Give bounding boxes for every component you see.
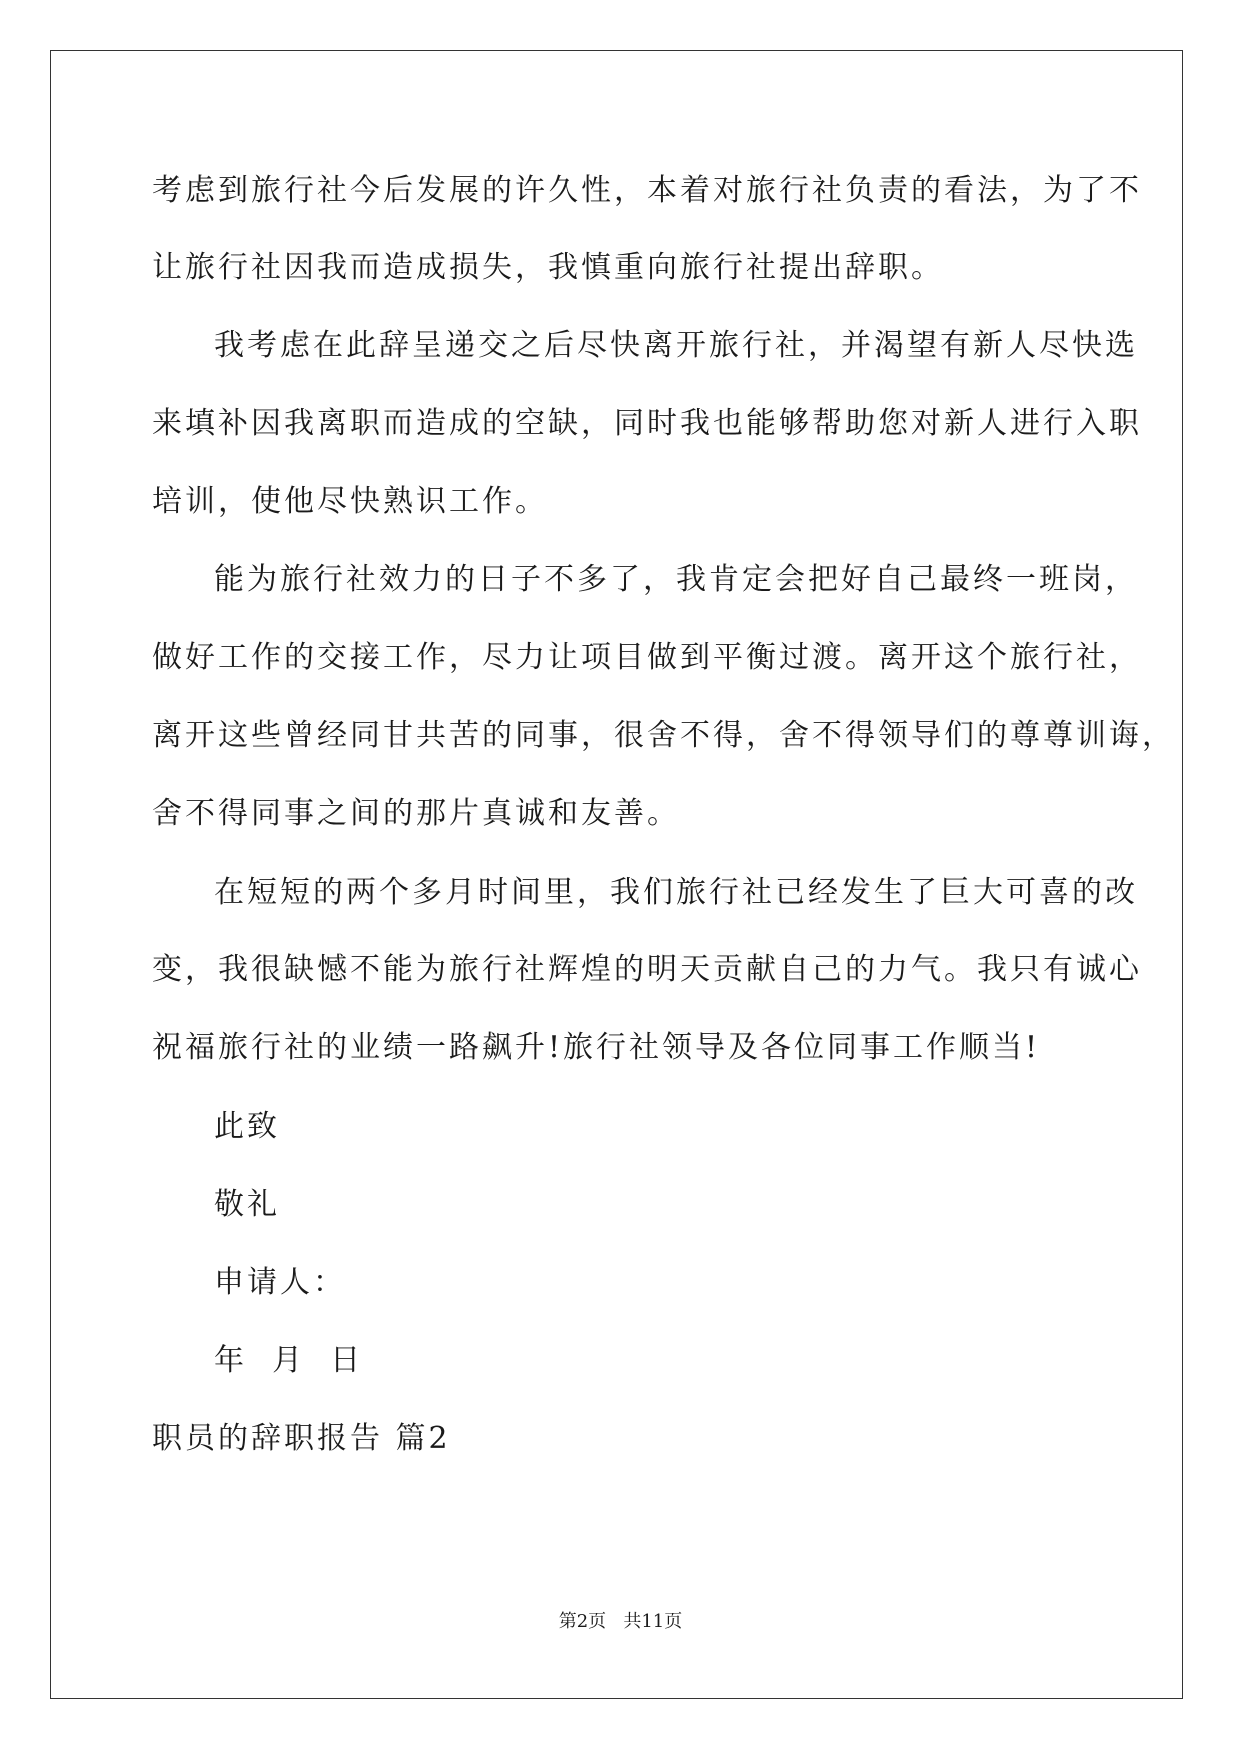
- closing-salutation: 此致: [214, 1109, 280, 1144]
- body-text-line: 在短短的两个多月时间里，我们旅行社已经发生了巨大可喜的改: [214, 875, 1138, 910]
- body-text-line: 舍不得同事之间的那片真诚和友善。: [152, 796, 680, 831]
- date-placeholder: 年 月 日: [214, 1343, 364, 1378]
- page-number: 第2页 共11页: [558, 1611, 683, 1632]
- closing-regards: 敬礼: [214, 1187, 280, 1222]
- body-text-line: 来填补因我离职而造成的空缺，同时我也能够帮助您对新人进行入职: [152, 406, 1142, 441]
- body-text-line: 培训，使他尽快熟识工作。: [152, 484, 548, 519]
- body-text-line: 祝福旅行社的业绩一路飙升!旅行社领导及各位同事工作顺当!: [152, 1030, 1041, 1065]
- body-text-line: 让旅行社因我而造成损失，我慎重向旅行社提出辞职。: [152, 250, 944, 285]
- body-text-line: 能为旅行社效力的日子不多了，我肯定会把好自己最终一班岗，: [214, 562, 1138, 597]
- body-text-line: 离开这些曾经同甘共苦的同事，很舍不得，舍不得领导们的尊尊训诲，: [152, 718, 1175, 753]
- body-text-line: 我考虑在此辞呈递交之后尽快离开旅行社，并渴望有新人尽快选: [214, 328, 1138, 363]
- body-text-line: 做好工作的交接工作，尽力让项目做到平衡过渡。离开这个旅行社，: [152, 640, 1142, 675]
- applicant-label: 申请人：: [214, 1265, 346, 1300]
- section-heading: 职员的辞职报告 篇2: [152, 1421, 451, 1456]
- body-text-line: 考虑到旅行社今后发展的许久性，本着对旅行社负责的看法，为了不: [152, 173, 1142, 208]
- body-text-line: 变，我很缺憾不能为旅行社辉煌的明天贡献自己的力气。我只有诚心: [152, 952, 1142, 987]
